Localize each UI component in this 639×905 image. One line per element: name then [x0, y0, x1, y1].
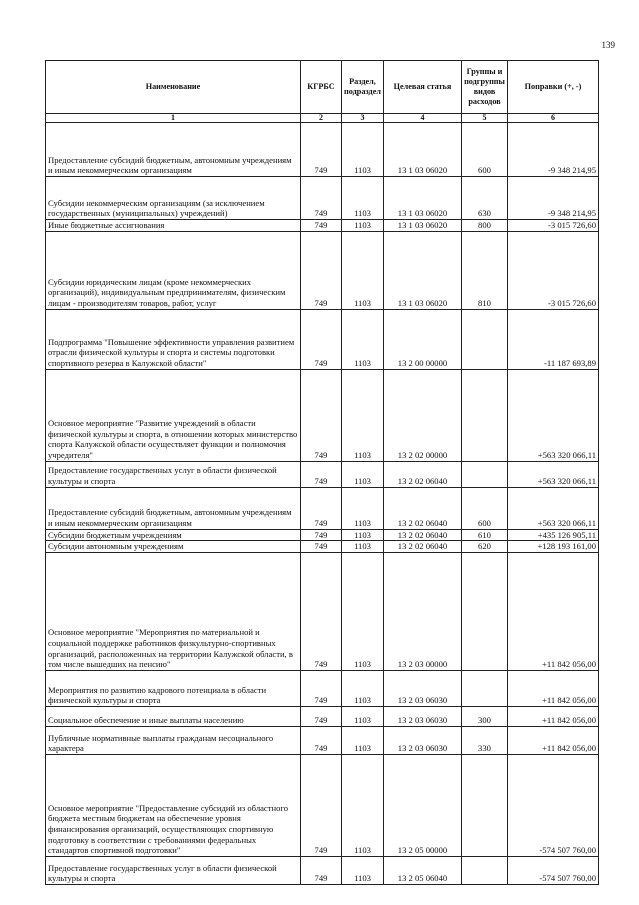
row-name: Иные бюджетные ассигнования — [46, 220, 301, 232]
row-target: 13 1 03 06020 — [384, 231, 462, 309]
row-target: 13 2 02 06040 — [384, 487, 462, 529]
row-name: Предоставление субсидий бюджетным, автономным учреждениям и иным некоммерческим организациям — [46, 123, 301, 177]
table-row — [46, 726, 599, 754]
row-amount: -9 348 214,95 — [508, 177, 599, 220]
row-amount: +435 126 905,11 — [508, 529, 599, 541]
table-row — [46, 487, 599, 529]
table-row — [46, 461, 599, 487]
column-number: 2 — [301, 114, 342, 123]
row-target: 13 2 05 06040 — [384, 856, 462, 884]
table-row — [46, 123, 599, 177]
row-kgrbs: 749 — [301, 541, 342, 553]
row-amount: +563 320 066,11 — [508, 461, 599, 487]
table-row — [46, 220, 599, 232]
column-number: 1 — [46, 114, 301, 123]
row-section: 1103 — [342, 856, 384, 884]
row-amount: +11 842 056,00 — [508, 726, 599, 754]
row-group — [462, 309, 508, 369]
row-amount: -3 015 726,60 — [508, 220, 599, 232]
row-kgrbs: 749 — [301, 220, 342, 232]
row-target: 13 1 03 06020 — [384, 220, 462, 232]
table-body — [46, 123, 599, 885]
row-kgrbs: 749 — [301, 487, 342, 529]
row-amount: +563 320 066,11 — [508, 369, 599, 461]
row-target: 13 2 02 00000 — [384, 369, 462, 461]
header-amendments: Поправки (+, -) — [508, 61, 599, 114]
row-name: Публичные нормативные выплаты гражданам несоциального характера — [46, 726, 301, 754]
row-kgrbs: 749 — [301, 123, 342, 177]
column-number: 3 — [342, 114, 384, 123]
table-row — [46, 706, 599, 726]
row-name: Субсидии юридическим лицам (кроме некоммерческих организаций), индивидуальным предпринимателям, физическим лицам - производителям товаров, работ, услуг — [46, 231, 301, 309]
row-name: Основное мероприятие "Предоставление субсидий из областного бюджета местным бюджетам на обеспечение уровня финансирования организаций, осуществляющих спортивную подготовку в соответствии с требованиями федеральных стандартов спортивной подготовки" — [46, 754, 301, 856]
row-amount: -3 015 726,60 — [508, 231, 599, 309]
row-section: 1103 — [342, 177, 384, 220]
table-row — [46, 552, 599, 670]
row-section: 1103 — [342, 726, 384, 754]
row-name: Социальное обеспечение и иные выплаты населению — [46, 706, 301, 726]
table-row — [46, 309, 599, 369]
header-name: Наименование — [46, 61, 301, 114]
row-amount: -574 507 760,00 — [508, 754, 599, 856]
header-kgrbs: КГРБС — [301, 61, 342, 114]
row-group: 610 — [462, 529, 508, 541]
column-number: 6 — [508, 114, 599, 123]
row-kgrbs: 749 — [301, 754, 342, 856]
row-group: 630 — [462, 177, 508, 220]
row-amount: +11 842 056,00 — [508, 552, 599, 670]
header-target: Целевая статья — [384, 61, 462, 114]
row-group: 600 — [462, 123, 508, 177]
row-amount: +11 842 056,00 — [508, 706, 599, 726]
row-name: Субсидии автономным учреждениям — [46, 541, 301, 553]
row-target: 13 2 03 06030 — [384, 726, 462, 754]
row-amount: +563 320 066,11 — [508, 487, 599, 529]
row-section: 1103 — [342, 754, 384, 856]
table-row — [46, 541, 599, 553]
budget-table — [45, 60, 599, 885]
row-amount: -574 507 760,00 — [508, 856, 599, 884]
row-kgrbs: 749 — [301, 177, 342, 220]
column-number: 4 — [384, 114, 462, 123]
column-number: 5 — [462, 114, 508, 123]
row-name: Подпрограмма "Повышение эффективности управления развитием отрасли физической культуры и спорта и системы подготовки спортивного резерва в Калужской области" — [46, 309, 301, 369]
row-section: 1103 — [342, 461, 384, 487]
row-target: 13 2 05 00000 — [384, 754, 462, 856]
row-name: Основное мероприятие "Развитие учреждений в области физической культуры и спорта, в отношении которых министерство спорта Калужской области осуществляет функции и полномочия учредителя" — [46, 369, 301, 461]
row-target: 13 2 03 00000 — [384, 552, 462, 670]
row-target: 13 2 03 06030 — [384, 706, 462, 726]
row-amount: +128 193 161,00 — [508, 541, 599, 553]
row-name: Субсидии бюджетным учреждениям — [46, 529, 301, 541]
header-section: Раздел, подраздел — [342, 61, 384, 114]
table-row — [46, 369, 599, 461]
row-kgrbs: 749 — [301, 231, 342, 309]
row-group: 620 — [462, 541, 508, 553]
row-section: 1103 — [342, 670, 384, 706]
row-section: 1103 — [342, 123, 384, 177]
table-row — [46, 670, 599, 706]
row-kgrbs: 749 — [301, 369, 342, 461]
row-section: 1103 — [342, 220, 384, 232]
row-section: 1103 — [342, 552, 384, 670]
row-section: 1103 — [342, 529, 384, 541]
row-kgrbs: 749 — [301, 309, 342, 369]
row-group — [462, 369, 508, 461]
row-name: Предоставление государственных услуг в области физической культуры и спорта — [46, 856, 301, 884]
row-group: 800 — [462, 220, 508, 232]
row-section: 1103 — [342, 541, 384, 553]
table-row — [46, 754, 599, 856]
row-target: 13 2 03 06030 — [384, 670, 462, 706]
header-groups: Группы и подгруппы видов расходов — [462, 61, 508, 114]
row-name: Мероприятия по развитию кадрового потенциала в области физической культуры и спорта — [46, 670, 301, 706]
row-group — [462, 461, 508, 487]
row-name: Субсидии некоммерческим организациям (за исключением государственных (муниципальных) учреждений) — [46, 177, 301, 220]
row-amount: -11 187 693,89 — [508, 309, 599, 369]
table-row — [46, 177, 599, 220]
row-section: 1103 — [342, 309, 384, 369]
row-kgrbs: 749 — [301, 726, 342, 754]
row-group — [462, 552, 508, 670]
row-group — [462, 856, 508, 884]
row-section: 1103 — [342, 231, 384, 309]
row-kgrbs: 749 — [301, 552, 342, 670]
table-header-row — [46, 61, 599, 114]
row-target: 13 2 00 00000 — [384, 309, 462, 369]
row-section: 1103 — [342, 487, 384, 529]
table-row — [46, 529, 599, 541]
row-kgrbs: 749 — [301, 706, 342, 726]
row-section: 1103 — [342, 369, 384, 461]
row-kgrbs: 749 — [301, 856, 342, 884]
column-number-row — [46, 114, 599, 123]
row-target: 13 2 02 06040 — [384, 461, 462, 487]
row-name: Предоставление государственных услуг в области физической культуры и спорта — [46, 461, 301, 487]
row-group: 600 — [462, 487, 508, 529]
row-amount: -9 348 214,95 — [508, 123, 599, 177]
row-target: 13 2 02 06040 — [384, 529, 462, 541]
row-section: 1103 — [342, 706, 384, 726]
row-group: 810 — [462, 231, 508, 309]
row-target: 13 1 03 06020 — [384, 177, 462, 220]
row-group: 330 — [462, 726, 508, 754]
row-kgrbs: 749 — [301, 461, 342, 487]
row-amount: +11 842 056,00 — [508, 670, 599, 706]
row-kgrbs: 749 — [301, 670, 342, 706]
table-row — [46, 231, 599, 309]
table-row — [46, 856, 599, 884]
row-group — [462, 670, 508, 706]
row-name: Основное мероприятие "Мероприятия по материальной и социальной поддержке работников физкультурно-спортивных организаций, расположенных на территории Калужской области, в том числе вышедших на пенсию" — [46, 552, 301, 670]
row-group: 300 — [462, 706, 508, 726]
row-name: Предоставление субсидий бюджетным, автономным учреждениям и иным некоммерческим организациям — [46, 487, 301, 529]
page-number: 139 — [601, 40, 615, 50]
row-target: 13 1 03 06020 — [384, 123, 462, 177]
row-group — [462, 754, 508, 856]
row-kgrbs: 749 — [301, 529, 342, 541]
row-target: 13 2 02 06040 — [384, 541, 462, 553]
